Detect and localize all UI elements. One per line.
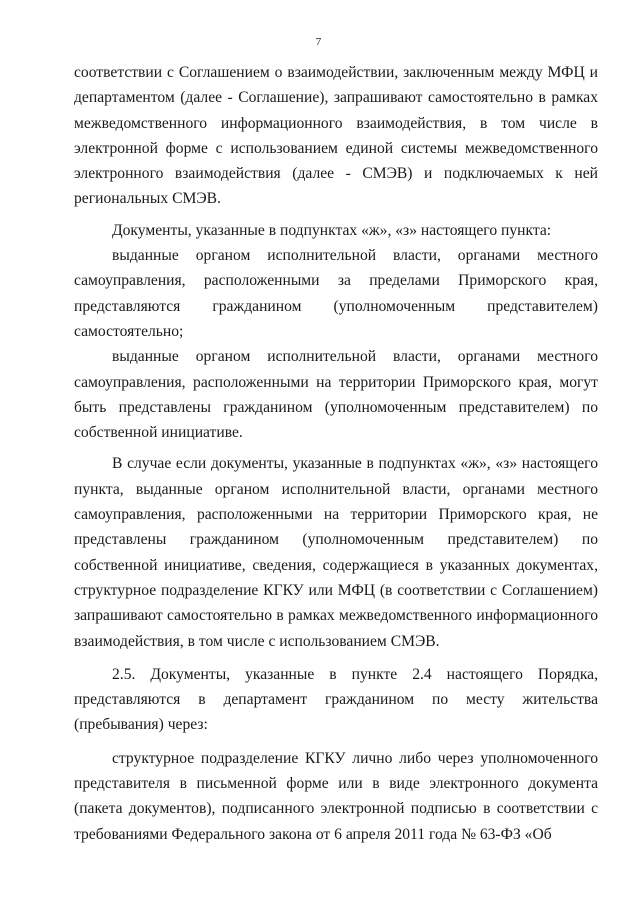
paragraph-1: соответствии с Соглашением о взаимодействии, заключенным между МФЦ и департаментом (далее - Соглашение), запрашивают самостоятельно в рамках межведомственного информационного взаимодействия, в том числе в электронной форме с использованием единой системы межведомственного электронного взаимодействия (далее - СМЭВ) и подключаемых к ней региональных СМЭВ. [74, 64, 598, 208]
document-body [74, 60, 598, 847]
paragraph-5: В случае если документы, указанные в подпунктах «ж», «з» настоящего пункта, выданные органом исполнительной власти, органами местного самоуправления, расположенными на территории Приморского края, не представлены гражданином (уполномоченным представителем) по собственной инициативе, сведения, содержащиеся в указанных документах, структурное подразделение КГКУ или МФЦ (в соответствии с Соглашением) запрашивают самостоятельно в рамках межведомственного информационного взаимодействия, в том числе с использованием СМЭВ. [74, 455, 598, 650]
paragraph-3: выданные органом исполнительной власти, органами местного самоуправления, расположенными за пределами Приморского края, представляются гражданином (уполномоченным представителем) самостоятельно; [74, 247, 598, 340]
paragraph-6: 2.5. Документы, указанные в пункте 2.4 настоящего Порядка, представляются в департамент гражданином по месту жительства (пребывания) через: [74, 665, 598, 734]
paragraph-4: выданные органом исполнительной власти, органами местного самоуправления, расположенными на территории Приморского края, могут быть представлены гражданином (уполномоченным представителем) по собственной инициативе. [74, 348, 598, 442]
paragraph-2: Документы, указанные в подпунктах «ж», «з» настоящего пункта: [112, 221, 552, 239]
page-number: 7 [315, 36, 322, 48]
paragraph-7: структурное подразделение КГКУ лично либо через уполномоченного представителя в письменной форме или в виде электронного документа (пакета документов), подписанного электронной подписью в соответствии с требованиями Федерального закона от 6 апреля 2011 года № 63-ФЗ «Об [74, 749, 598, 843]
